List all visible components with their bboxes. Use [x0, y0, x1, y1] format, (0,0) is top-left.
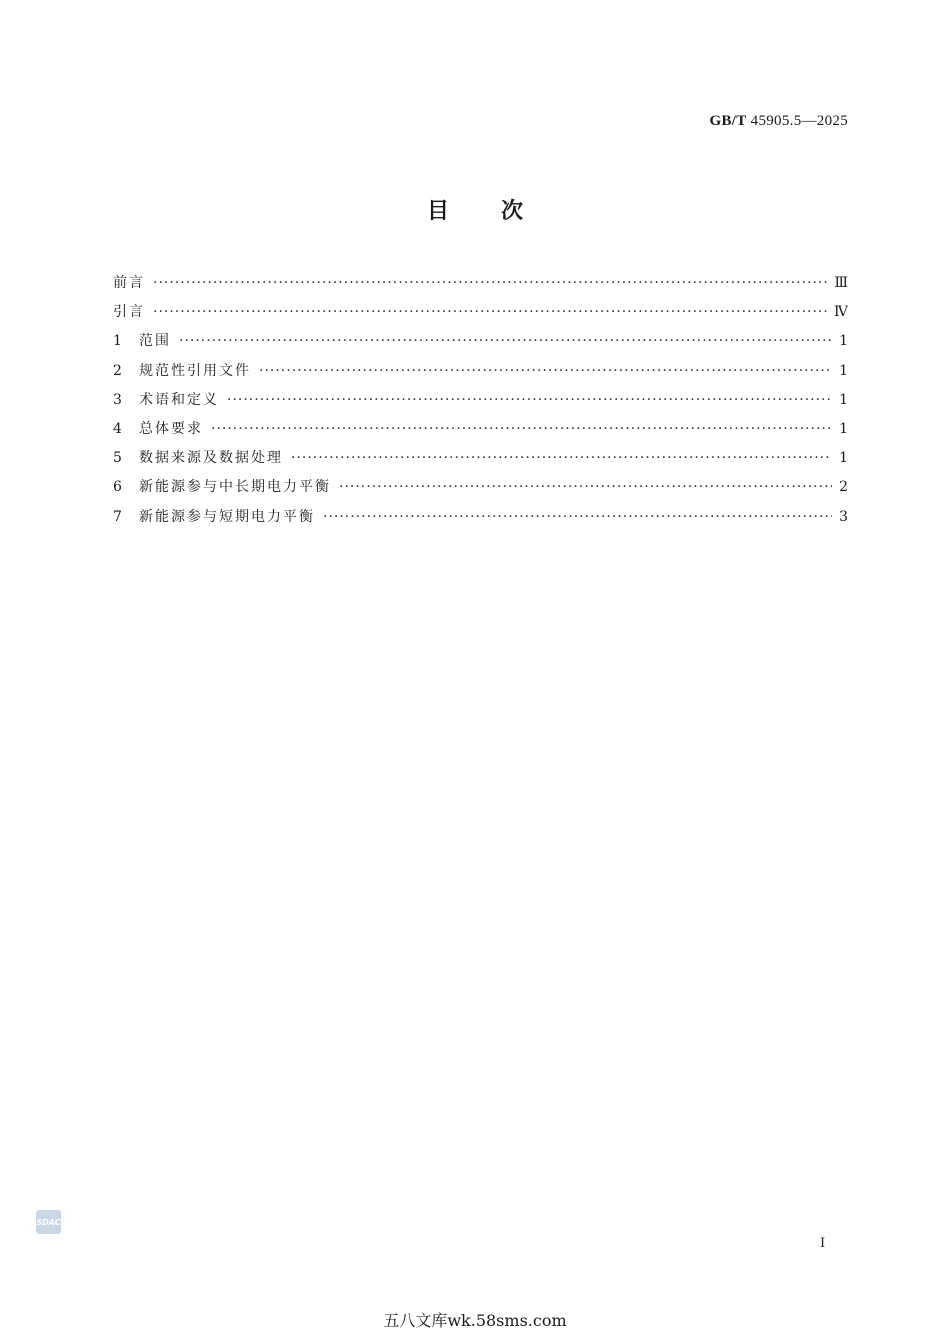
toc-entry-number: 1 [113, 333, 122, 350]
toc-entry-label: 范围 [139, 333, 171, 350]
toc-title-char-2: 次 [501, 199, 524, 224]
toc-entry-label: 前言 [113, 275, 145, 291]
toc-entry-label: 总体要求 [139, 420, 203, 437]
toc-entry-3[interactable] [113, 389, 848, 418]
toc-entry-label: 规范性引用文件 [139, 362, 251, 379]
dot-leader [291, 450, 832, 466]
toc-entry-page: Ⅳ [834, 304, 848, 321]
toc-title [0, 194, 950, 225]
toc-entry-page: 2 [839, 479, 848, 496]
watermark-text: 五八文库wk.58sms.com [383, 1311, 567, 1330]
toc-entry-page: Ⅲ [834, 275, 848, 291]
toc-entry-page: 1 [839, 391, 848, 408]
toc-entry-number: 2 [113, 362, 122, 379]
toc-entry-label: 新能源参与短期电力平衡 [139, 508, 315, 525]
toc-entry-page: 1 [839, 333, 848, 350]
toc-entry-5[interactable] [113, 447, 848, 476]
standard-number: 45905.5—2025 [750, 113, 848, 129]
toc-entry-4[interactable] [113, 418, 848, 447]
toc-entry-introduction[interactable] [113, 301, 848, 330]
toc-entry-label: 术语和定义 [139, 391, 219, 408]
dot-leader [153, 275, 828, 291]
toc-entry-number: 6 [113, 479, 122, 496]
toc-entry-2[interactable] [113, 360, 848, 389]
toc-entry-page: 3 [839, 508, 848, 525]
standard-prefix: GB/T [709, 113, 747, 129]
sdac-logo: SDAC [36, 1210, 61, 1234]
dot-leader [323, 509, 832, 525]
dot-leader [211, 421, 832, 437]
toc-entry-page: 1 [839, 450, 848, 467]
dot-leader [227, 392, 832, 408]
dot-leader [259, 363, 832, 379]
toc-entry-number: 5 [113, 450, 122, 467]
page-number: I [820, 1236, 826, 1251]
standard-code [710, 113, 848, 130]
toc-entry-number: 7 [113, 508, 122, 525]
toc-entry-1[interactable] [113, 330, 848, 359]
dot-leader [153, 304, 828, 320]
dot-leader [339, 479, 832, 495]
toc-entry-number: 3 [113, 391, 122, 408]
toc-entry-label: 引言 [113, 304, 145, 321]
toc-entry-label: 新能源参与中长期电力平衡 [139, 479, 331, 496]
toc-entry-page: 1 [839, 420, 848, 437]
dot-leader [179, 333, 832, 349]
toc-entry-number: 4 [113, 420, 122, 437]
toc-title-char-1: 目 [426, 199, 449, 224]
toc-entry-6[interactable] [113, 476, 848, 505]
table-of-contents [113, 272, 848, 535]
toc-entry-7[interactable] [113, 506, 848, 535]
toc-entry-foreword[interactable] [113, 272, 848, 301]
toc-entry-label: 数据来源及数据处理 [139, 450, 283, 467]
toc-entry-page: 1 [839, 362, 848, 379]
